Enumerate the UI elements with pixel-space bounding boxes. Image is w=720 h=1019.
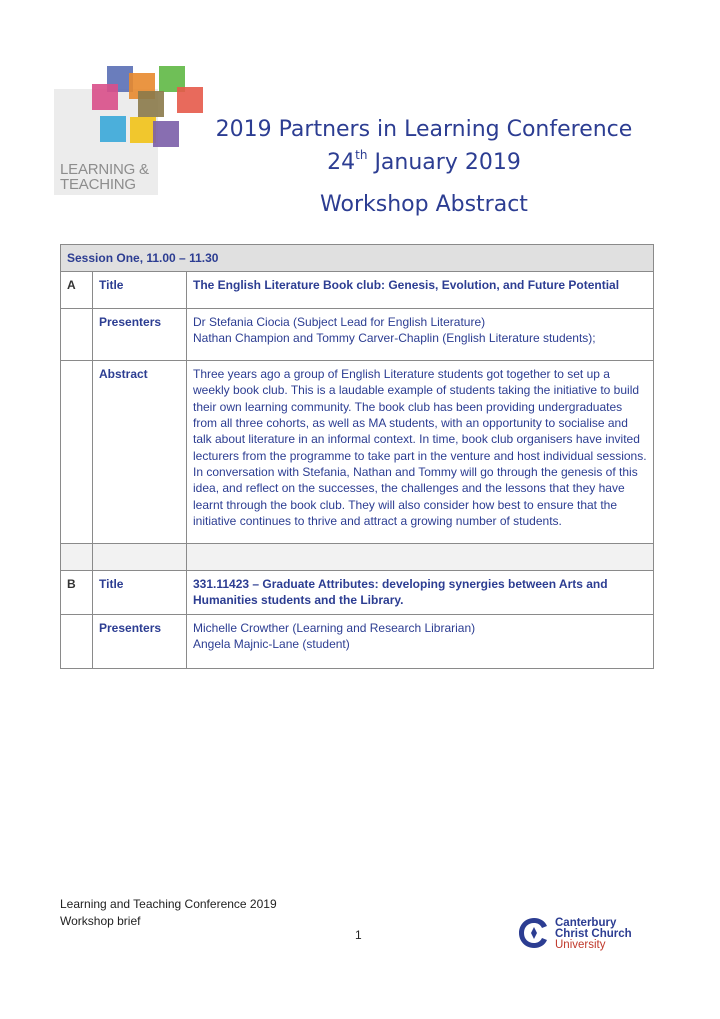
date-rest: January 2019 bbox=[367, 150, 521, 175]
logo-text bbox=[60, 162, 149, 192]
conference-title: 2019 Partners in Learning Conference bbox=[215, 117, 633, 142]
presenters-list bbox=[187, 308, 654, 361]
workshop-b-presenters-row bbox=[61, 614, 654, 669]
empty-cell bbox=[61, 361, 93, 544]
empty-cell bbox=[61, 308, 93, 361]
presenter: Angela Majnic-Lane (student) bbox=[193, 637, 350, 652]
presenter: Dr Stefania Ciocia (Subject Lead for English Literature) bbox=[193, 314, 486, 329]
workshop-title: The English Literature Book club: Genesis, Evolution, and Future Potential bbox=[187, 272, 654, 308]
university-name-line2: Christ Church bbox=[555, 928, 632, 940]
university-name bbox=[555, 918, 632, 951]
page-footer bbox=[60, 896, 277, 930]
university-name-line3: University bbox=[555, 939, 606, 951]
presenters-label: Presenters bbox=[93, 614, 187, 669]
title-label: Title bbox=[93, 272, 187, 308]
logo-square-purple bbox=[153, 121, 179, 147]
workshop-table bbox=[60, 244, 654, 669]
workshop-title: 331.11423 – Graduate Attributes: developing synergies between Arts and Humanities students and the Library. bbox=[187, 571, 654, 615]
university-name-line1: Canterbury bbox=[555, 917, 617, 929]
page-number: 1 bbox=[355, 928, 362, 942]
footer-line2: Workshop brief bbox=[60, 914, 141, 928]
university-crest-icon bbox=[515, 914, 553, 952]
workshop-letter: A bbox=[61, 272, 93, 308]
presenter: Michelle Crowther (Learning and Research Librarian) bbox=[193, 620, 476, 635]
workshop-a-presenters-row bbox=[61, 308, 654, 361]
presenter: Nathan Champion and Tommy Carver-Chaplin (English Literature students); bbox=[193, 330, 596, 345]
workshop-b-title-row bbox=[61, 571, 654, 615]
session-heading: Session One, 11.00 – 11.30 bbox=[61, 245, 654, 272]
abstract-label: Abstract bbox=[93, 361, 187, 544]
footer-line1: Learning and Teaching Conference 2019 bbox=[60, 897, 277, 911]
logo-text-line2: TEACHING bbox=[60, 176, 136, 193]
page-subtitle: Workshop Abstract bbox=[320, 192, 528, 217]
presenters-label: Presenters bbox=[93, 308, 187, 361]
workshop-letter: B bbox=[61, 571, 93, 615]
date-day: 24 bbox=[327, 150, 356, 175]
empty-cell bbox=[93, 544, 187, 571]
logo-square-pink bbox=[92, 84, 118, 110]
empty-cell bbox=[187, 544, 654, 571]
title-label: Title bbox=[93, 571, 187, 615]
logo-square-cyan bbox=[100, 116, 126, 142]
logo-text-line1: LEARNING & bbox=[60, 161, 149, 178]
spacer-row bbox=[61, 544, 654, 571]
university-logo bbox=[515, 914, 635, 954]
presenters-list bbox=[187, 614, 654, 669]
date-suffix: th bbox=[355, 148, 368, 162]
logo-square-red bbox=[177, 87, 203, 113]
session-heading-row bbox=[61, 245, 654, 272]
workshop-a-abstract-row bbox=[61, 361, 654, 544]
empty-cell bbox=[61, 614, 93, 669]
logo-square-olive bbox=[138, 91, 164, 117]
workshop-a-title-row bbox=[61, 272, 654, 308]
learning-teaching-logo bbox=[54, 64, 204, 196]
conference-date bbox=[200, 148, 648, 175]
empty-cell bbox=[61, 544, 93, 571]
abstract-text: Three years ago a group of English Literature students got together to set up a weekly book club. This is a laudable example of students taking the initiative to build their own learning community. The book club has been providing undergraduates from all three cohorts, as well as MA students, with an opportunity to socialise and talk about literature in an informal context. In time, book club organisers have invited lecturers from the programme to take part in the venture and host individual sessions. In conversation with Stefania, Nathan and Tommy will go through the genesis of this idea, and reflect on the successes, the challenges and the lessons that they have learnt through the book club. They will also consider how best to ensure that the initiative continues to thrive and attract a growing number of students. bbox=[187, 361, 654, 544]
